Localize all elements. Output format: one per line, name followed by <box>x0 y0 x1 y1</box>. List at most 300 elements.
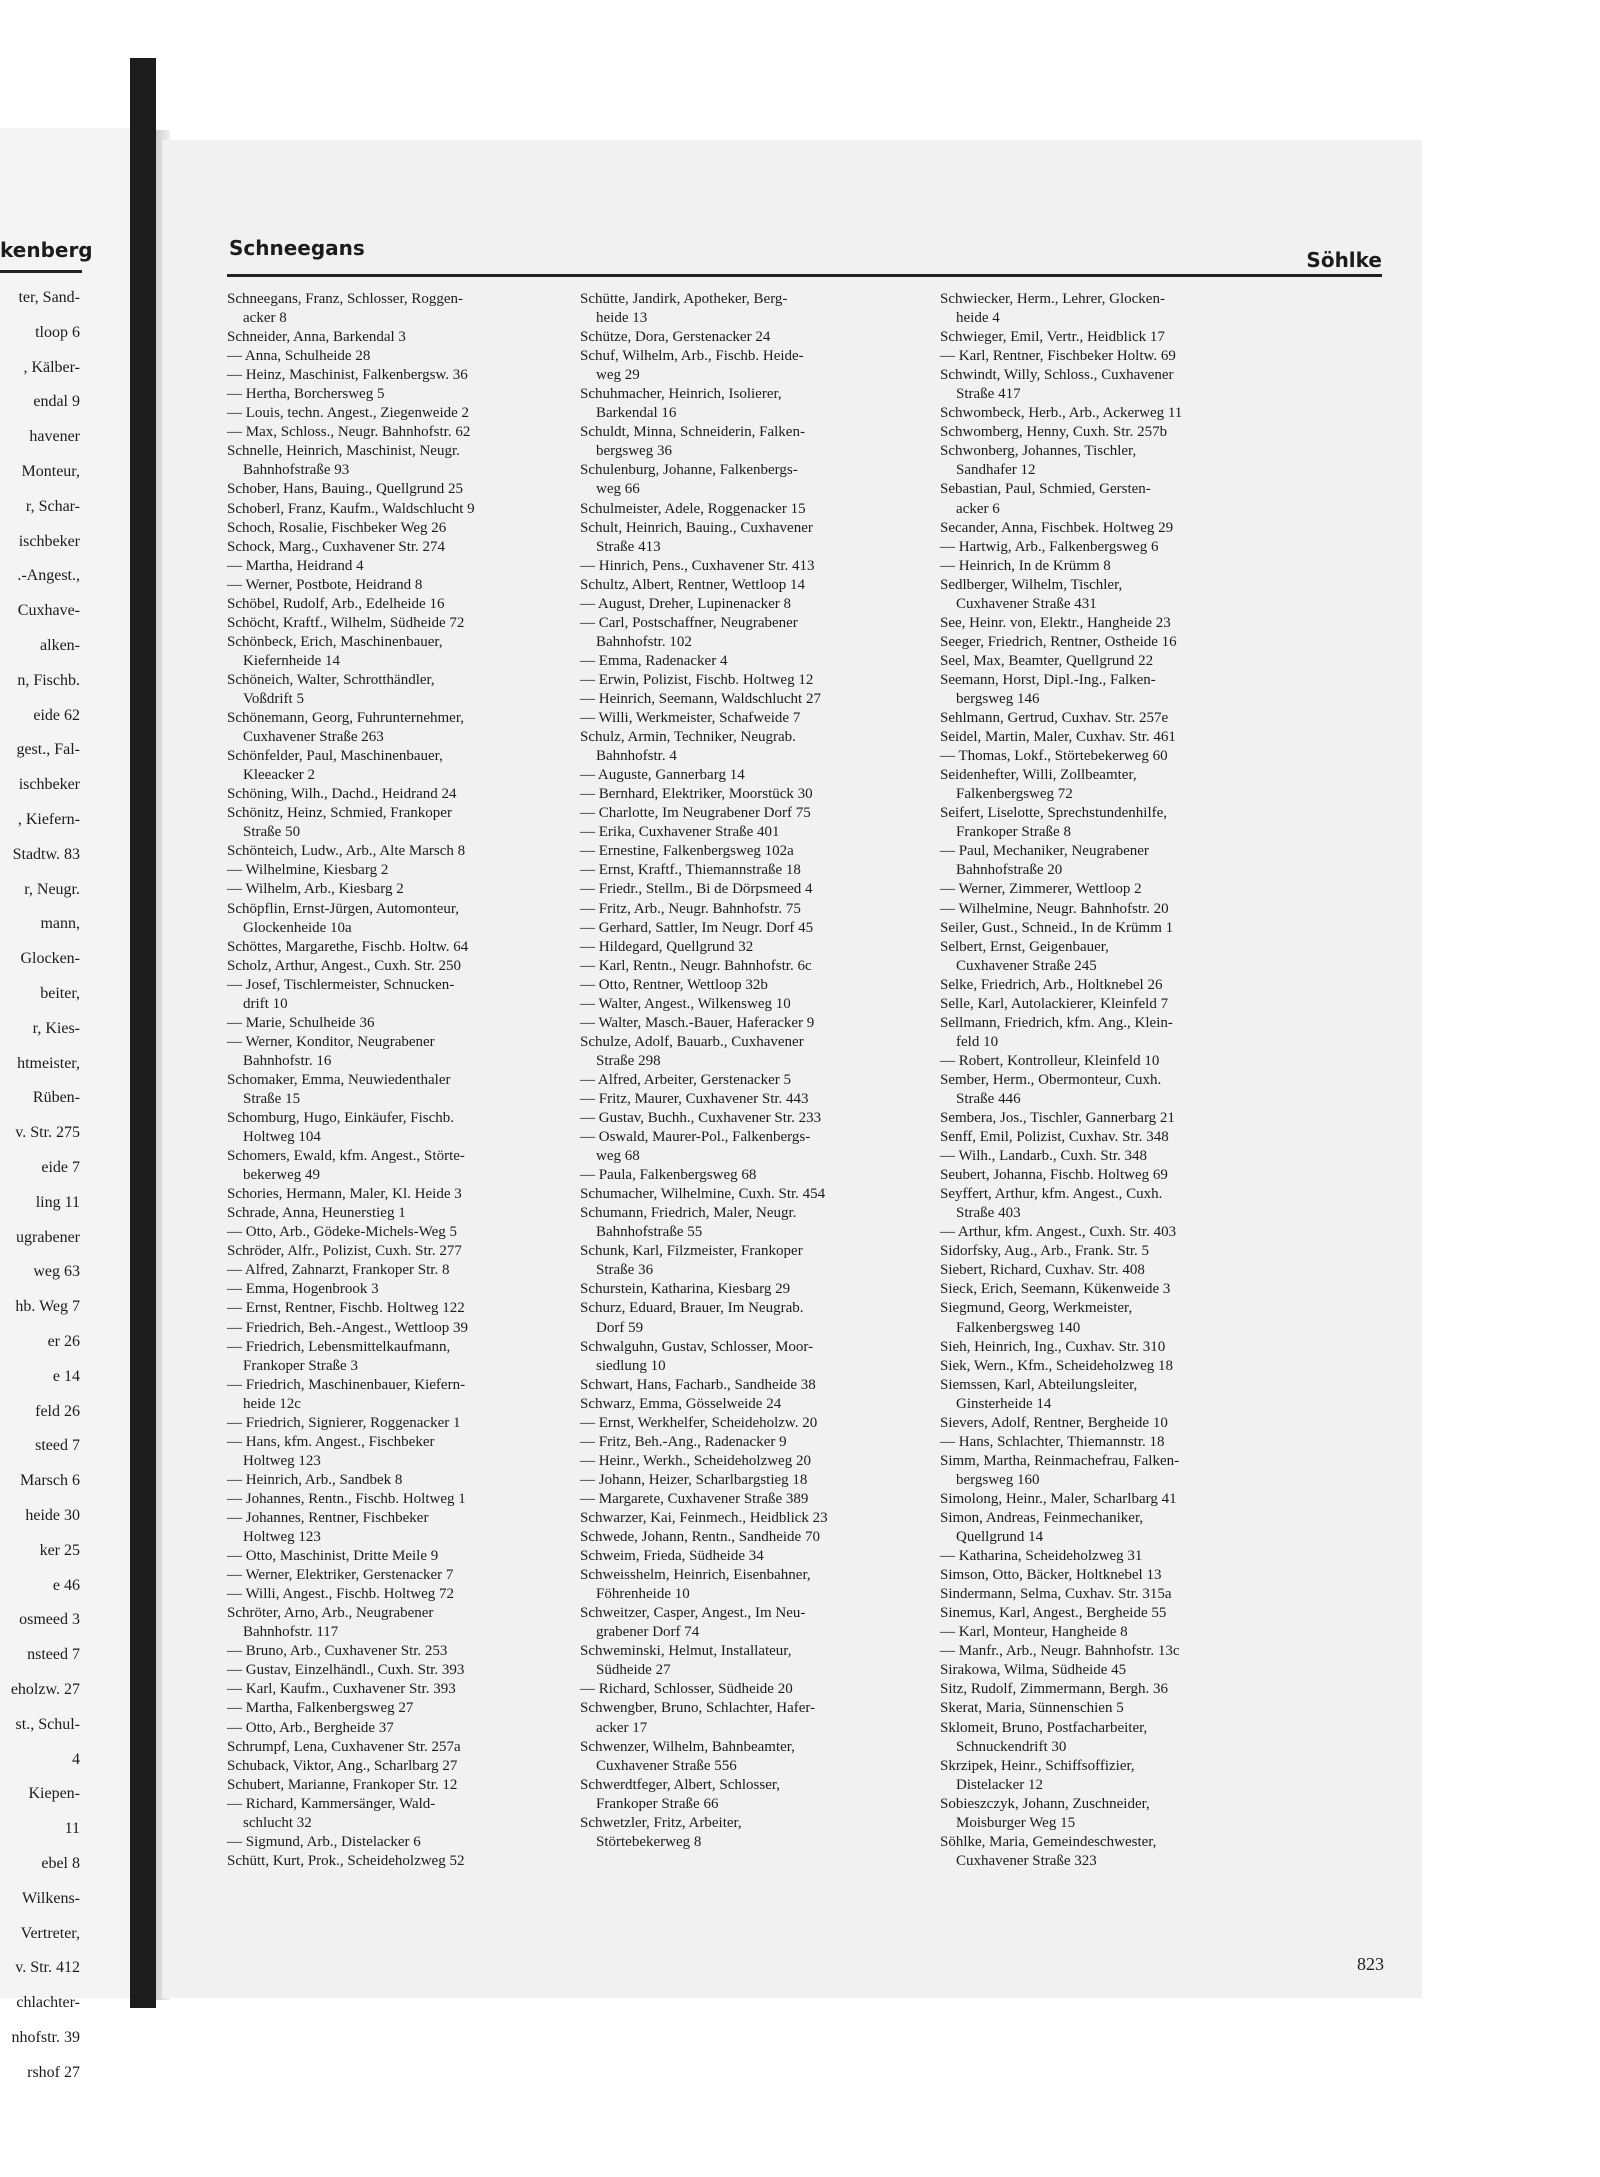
directory-line: — Marie, Schulheide 36 <box>227 1014 375 1031</box>
directory-line: Schulmeister, Adele, Roggenacker 15 <box>580 500 806 517</box>
directory-line: Sirakowa, Wilma, Südheide 45 <box>940 1662 1127 1679</box>
directory-line: Schurz, Eduard, Brauer, Im Neugrab. <box>580 1300 804 1317</box>
directory-line: Cuxhavener Straße 323 <box>956 1852 1097 1869</box>
directory-line: Moisburger Weg 15 <box>956 1814 1076 1831</box>
directory-line: Schuf, Wilhelm, Arb., Fischb. Heide- <box>580 348 804 365</box>
directory-line: Simolong, Heinr., Maler, Scharlbarg 41 <box>940 1490 1177 1507</box>
directory-line: — Hans, Schlachter, Thiemannstr. 18 <box>940 1433 1165 1450</box>
directory-line: Holtweg 123 <box>243 1452 321 1469</box>
directory-line: — Friedr., Stellm., Bi de Dörpsmeed 4 <box>580 881 813 898</box>
directory-line: Bahnhofstraße 55 <box>596 1224 703 1241</box>
directory-line: Schweisshelm, Heinrich, Eisenbahner, <box>580 1567 811 1584</box>
header-rule <box>227 274 1382 277</box>
directory-line: Schwieger, Emil, Vertr., Heidblick 17 <box>940 329 1165 346</box>
directory-line: Sievers, Adolf, Rentner, Bergheide 10 <box>940 1414 1168 1431</box>
directory-line: Sellmann, Friedrich, kfm. Ang., Klein- <box>940 1014 1173 1031</box>
directory-line: Schoberl, Franz, Kaufm., Waldschlucht 9 <box>227 500 475 517</box>
directory-line: Schwiecker, Herm., Lehrer, Glocken- <box>940 291 1165 307</box>
left-page-line: r, Kies- <box>32 1019 80 1037</box>
left-page-line: .-Angest., <box>17 567 80 585</box>
directory-line: Schöcht, Kraftf., Wilhelm, Südheide 72 <box>227 614 465 631</box>
directory-line: — Gustav, Buchh., Cuxhavener Str. 233 <box>580 1110 822 1127</box>
left-page-line: ker 25 <box>39 1541 80 1559</box>
directory-line: — Willi, Angest., Fischb. Holtweg 72 <box>227 1586 455 1603</box>
left-page-line: eide 7 <box>41 1159 80 1176</box>
directory-line: — Hans, kfm. Angest., Fischbeker <box>227 1433 435 1450</box>
directory-line: Schönemann, Georg, Fuhrunternehmer, <box>227 710 464 727</box>
directory-line: siedlung 10 <box>596 1357 666 1374</box>
left-page-line: 4 <box>72 1750 80 1768</box>
directory-line: Schunk, Karl, Filzmeister, Frankoper <box>580 1243 803 1260</box>
left-page-line: endal 9 <box>33 393 80 411</box>
left-page-line: e 46 <box>52 1576 80 1594</box>
directory-line: — Katharina, Scheideholzweg 31 <box>940 1548 1143 1565</box>
directory-line: — Willi, Werkmeister, Schafweide 7 <box>580 710 801 727</box>
directory-line: Schuldt, Minna, Schneiderin, Falken- <box>580 424 805 441</box>
directory-line: Schwengber, Bruno, Schlachter, Hafer- <box>580 1700 816 1717</box>
left-page-line: ter, Sand- <box>18 289 80 306</box>
directory-line: weg 68 <box>596 1148 640 1165</box>
directory-line: Schönitz, Heinz, Schmied, Frankoper <box>227 805 452 822</box>
left-page-line: , Kälber- <box>23 358 80 376</box>
directory-line: — Martha, Heidrand 4 <box>227 557 364 574</box>
directory-line: Sindermann, Selma, Cuxhav. Str. 315a <box>940 1586 1172 1603</box>
directory-line: Straße 446 <box>956 1090 1021 1107</box>
directory-line: Schwalguhn, Gustav, Schlosser, Moor- <box>580 1338 814 1355</box>
directory-line: — Bruno, Arb., Cuxhavener Str. 253 <box>227 1643 448 1660</box>
directory-line: Sitz, Rudolf, Zimmermann, Bergh. 36 <box>940 1681 1169 1698</box>
directory-line: Straße 15 <box>243 1090 301 1107</box>
directory-line: Schumann, Friedrich, Maler, Neugr. <box>580 1205 797 1222</box>
directory-line: — Auguste, Gannerbarg 14 <box>580 767 745 784</box>
directory-line: Seiler, Gust., Schneid., In de Krümm 1 <box>940 919 1174 936</box>
left-page-line: heide 30 <box>25 1507 80 1524</box>
directory-line: See, Heinr. von, Elektr., Hangheide 23 <box>940 614 1171 631</box>
left-page-line: n, Fischb. <box>17 671 80 689</box>
directory-line: heide 4 <box>956 310 1000 327</box>
directory-line: bergsweg 160 <box>956 1471 1040 1488</box>
directory-line: Siebert, Richard, Cuxhav. Str. 408 <box>940 1262 1145 1279</box>
directory-line: Schober, Hans, Bauing., Quellgrund 25 <box>227 481 464 498</box>
directory-line: Straße 36 <box>596 1262 654 1279</box>
directory-line: Siegmund, Georg, Werkmeister, <box>940 1300 1133 1317</box>
directory-line: — Fritz, Arb., Neugr. Bahnhofstr. 75 <box>580 900 801 917</box>
directory-line: Bahnhofstraße 20 <box>956 862 1063 879</box>
directory-line: Schomers, Ewald, kfm. Angest., Störte- <box>227 1148 465 1165</box>
directory-line: Frankoper Straße 8 <box>956 824 1071 841</box>
directory-line: Ginsterheide 14 <box>956 1395 1052 1412</box>
directory-line: Schories, Hermann, Maler, Kl. Heide 3 <box>227 1186 462 1203</box>
directory-line: — Bernhard, Elektriker, Moorstück 30 <box>580 786 813 803</box>
directory-line: — Heinrich, Arb., Sandbek 8 <box>227 1471 403 1488</box>
directory-line: Schurstein, Katharina, Kiesbarg 29 <box>580 1281 791 1298</box>
directory-line: Schuback, Viktor, Ang., Scharlbarg 27 <box>227 1757 458 1774</box>
left-page-line: nhofstr. 39 <box>11 2029 80 2046</box>
directory-line: — Paula, Falkenbergsweg 68 <box>580 1167 757 1184</box>
directory-line: — Erika, Cuxhavener Straße 401 <box>580 824 780 841</box>
directory-line: — Wilhelmine, Neugr. Bahnhofstr. 20 <box>940 900 1169 917</box>
directory-line: Schumacher, Wilhelmine, Cuxh. Str. 454 <box>580 1186 826 1203</box>
directory-line: Selle, Karl, Autolackierer, Kleinfeld 7 <box>940 995 1169 1012</box>
directory-line: Schnuckendrift 30 <box>956 1738 1067 1755</box>
directory-line: — Martha, Falkenbergsweg 27 <box>227 1700 414 1717</box>
directory-line: Skerat, Maria, Sünnenschien 5 <box>940 1700 1124 1717</box>
directory-line: Schöpflin, Ernst-Jürgen, Automonteur, <box>227 900 460 917</box>
directory-line: Schulenburg, Johanne, Falkenbergs- <box>580 462 798 479</box>
directory-line: — Manfr., Arb., Neugr. Bahnhofstr. 13c <box>940 1643 1180 1660</box>
directory-line: Holtweg 104 <box>243 1129 321 1146</box>
directory-line: — Otto, Maschinist, Dritte Meile 9 <box>227 1548 439 1565</box>
left-page-line: Rüben- <box>32 1089 80 1107</box>
directory-line: Schütte, Jandirk, Apotheker, Berg- <box>580 291 788 307</box>
directory-line: — Ernst, Rentner, Fischb. Holtweg 122 <box>227 1300 465 1317</box>
directory-line: Schwetzler, Fritz, Arbeiter, <box>580 1814 742 1831</box>
header-last-entry: Söhlke <box>1306 248 1382 272</box>
directory-line: Schwonberg, Johannes, Tischler, <box>940 443 1137 460</box>
directory-line: Sandhafer 12 <box>956 462 1036 479</box>
directory-line: Schwarz, Emma, Gösselweide 24 <box>580 1395 782 1412</box>
directory-line: — Gustav, Einzelhändl., Cuxh. Str. 393 <box>227 1662 465 1679</box>
directory-line: Schultz, Albert, Rentner, Wettloop 14 <box>580 576 805 593</box>
directory-line: Schulze, Adolf, Bauarb., Cuxhavener <box>580 1033 804 1050</box>
directory-line: Straße 298 <box>596 1052 661 1069</box>
directory-line: — Karl, Kaufm., Cuxhavener Str. 393 <box>227 1681 456 1698</box>
left-page-line: htmeister, <box>17 1054 80 1072</box>
directory-line: — Otto, Rentner, Wettloop 32b <box>580 976 768 993</box>
directory-line: Sidorfsky, Aug., Arb., Frank. Str. 5 <box>940 1243 1150 1260</box>
directory-line: Seidel, Martin, Maler, Cuxhav. Str. 461 <box>940 729 1176 746</box>
column-3 <box>940 290 1290 1871</box>
left-page-line: ischbeker <box>18 776 80 794</box>
directory-line: — Fritz, Beh.-Ang., Radenacker 9 <box>580 1433 787 1450</box>
directory-line: Schneegans, Franz, Schlosser, Roggen- <box>227 291 464 307</box>
left-page-line: weg 63 <box>33 1263 80 1281</box>
directory-line: bergsweg 146 <box>956 690 1040 707</box>
column-2 <box>580 290 930 1852</box>
directory-line: — Fritz, Maurer, Cuxhavener Str. 443 <box>580 1090 809 1107</box>
left-page-line: e 14 <box>52 1367 80 1385</box>
directory-line: Schwenzer, Wilhelm, Bahnbeamter, <box>580 1738 795 1755</box>
directory-line: — Carl, Postschaffner, Neugrabener <box>580 614 798 631</box>
directory-line: — Margarete, Cuxhavener Straße 389 <box>580 1490 809 1507</box>
directory-line: Schock, Marg., Cuxhavener Str. 274 <box>227 538 446 555</box>
directory-line: — Paul, Mechaniker, Neugrabener <box>940 843 1149 860</box>
directory-line: — Heinrich, Seemann, Waldschlucht 27 <box>580 690 821 707</box>
directory-line: Simson, Otto, Bäcker, Holtknebel 13 <box>940 1567 1162 1584</box>
directory-line: Sinemus, Karl, Angest., Bergheide 55 <box>940 1605 1167 1622</box>
directory-line: Seifert, Liselotte, Sprechstundenhilfe, <box>940 805 1168 822</box>
directory-line: — Friedrich, Lebensmittelkaufmann, <box>227 1338 451 1355</box>
directory-line: — Oswald, Maurer-Pol., Falkenbergs- <box>580 1129 811 1146</box>
directory-line: — Johannes, Rentn., Fischb. Holtweg 1 <box>227 1490 466 1507</box>
directory-line: Schomaker, Emma, Neuwiedenthaler <box>227 1071 451 1088</box>
directory-line: Schwede, Johann, Rentn., Sandheide 70 <box>580 1529 820 1546</box>
directory-line: — Werner, Elektriker, Gerstenacker 7 <box>227 1567 454 1584</box>
directory-line: — Heinrich, In de Krümm 8 <box>940 557 1111 574</box>
directory-line: Cuxhavener Straße 245 <box>956 957 1097 974</box>
directory-line: bergsweg 36 <box>596 443 672 460</box>
directory-line: Sieh, Heinrich, Ing., Cuxhav. Str. 310 <box>940 1338 1166 1355</box>
directory-line: — Wilhelm, Arb., Kiesbarg 2 <box>227 881 404 898</box>
directory-line: — Erwin, Polizist, Fischb. Holtweg 12 <box>580 671 814 688</box>
directory-line: Schröder, Alfr., Polizist, Cuxh. Str. 277 <box>227 1243 462 1260</box>
directory-line: Bahnhofstr. 117 <box>243 1624 339 1641</box>
directory-line: Kiefernheide 14 <box>243 652 341 669</box>
left-page-line: Kiepen- <box>28 1785 80 1803</box>
directory-line: Seeger, Friedrich, Rentner, Ostheide 16 <box>940 633 1177 650</box>
directory-line: — Otto, Arb., Bergheide 37 <box>227 1719 394 1736</box>
directory-line: Schubert, Marianne, Frankoper Str. 12 <box>227 1776 458 1793</box>
left-page-fragment <box>0 128 132 2081</box>
directory-line: — Ernst, Kraftf., Thiemannstraße 18 <box>580 862 801 879</box>
directory-line: Selke, Friedrich, Arb., Holtknebel 26 <box>940 976 1163 993</box>
directory-line: — Werner, Konditor, Neugrabener <box>227 1033 435 1050</box>
directory-line: — Max, Schloss., Neugr. Bahnhofstr. 62 <box>227 424 471 441</box>
directory-line: Distelacker 12 <box>956 1776 1044 1793</box>
directory-line: Schwart, Hans, Facharb., Sandheide 38 <box>580 1376 816 1393</box>
directory-line: — Walter, Masch.-Bauer, Haferacker 9 <box>580 1014 815 1031</box>
left-page-line: v. Str. 275 <box>15 1124 80 1142</box>
directory-line: — Alfred, Zahnarzt, Frankoper Str. 8 <box>227 1262 450 1279</box>
directory-line: Sember, Herm., Obermonteur, Cuxh. <box>940 1071 1162 1088</box>
directory-line: Schönbeck, Erich, Maschinenbauer, <box>227 633 443 650</box>
header-first-entry: Schneegans <box>229 236 365 260</box>
left-page-line: ischbeker <box>18 532 80 550</box>
directory-page <box>162 140 1422 1998</box>
directory-line: Falkenbergsweg 140 <box>956 1319 1081 1336</box>
directory-line: — Ernst, Werkhelfer, Scheideholzw. 20 <box>580 1414 818 1431</box>
directory-line: Schulz, Armin, Techniker, Neugrab. <box>580 729 796 746</box>
directory-line: Secander, Anna, Fischbek. Holtweg 29 <box>940 519 1174 536</box>
left-page-line: nsteed 7 <box>27 1646 80 1664</box>
directory-line: schlucht 32 <box>243 1814 312 1831</box>
directory-line: Südheide 27 <box>596 1662 671 1679</box>
directory-line: — Alfred, Arbeiter, Gerstenacker 5 <box>580 1071 791 1088</box>
directory-line: Sembera, Jos., Tischler, Gannerbarg 21 <box>940 1110 1175 1127</box>
directory-line: Föhrenheide 10 <box>596 1586 690 1603</box>
book-binding <box>130 58 156 2008</box>
directory-line: Dorf 59 <box>596 1319 644 1336</box>
left-page-line: r, Neugr. <box>24 880 80 898</box>
directory-line: — Heinz, Maschinist, Falkenbergsw. 36 <box>227 367 468 384</box>
directory-line: feld 10 <box>956 1033 999 1050</box>
left-page-line: chlachter- <box>16 1994 80 2012</box>
left-page-line: r, Schar- <box>25 497 80 515</box>
directory-line: Siek, Wern., Kfm., Scheideholzweg 18 <box>940 1357 1174 1374</box>
directory-line: Senff, Emil, Polizist, Cuxhav. Str. 348 <box>940 1129 1169 1146</box>
directory-line: Schult, Heinrich, Bauing., Cuxhavener <box>580 519 813 536</box>
directory-line: — Walter, Angest., Wilkensweg 10 <box>580 995 791 1012</box>
directory-line: Schütze, Dora, Gerstenacker 24 <box>580 329 771 346</box>
directory-line: Glockenheide 10a <box>243 919 352 936</box>
directory-line: — Johann, Heizer, Scharlbargstieg 18 <box>580 1471 808 1488</box>
directory-line: Skrzipek, Heinr., Schiffsoffizier, <box>940 1757 1135 1774</box>
directory-line: Cuxhavener Straße 556 <box>596 1757 737 1774</box>
directory-line: Schönfelder, Paul, Maschinenbauer, <box>227 748 443 765</box>
directory-line: heide 13 <box>596 310 648 327</box>
directory-line: Schuhmacher, Heinrich, Isolierer, <box>580 386 782 403</box>
left-page-line: ebel 8 <box>41 1855 80 1872</box>
directory-line: Bahnhofstraße 93 <box>243 462 350 479</box>
directory-line: — Charlotte, Im Neugrabener Dorf 75 <box>580 805 811 822</box>
directory-line: Seemann, Horst, Dipl.-Ing., Falken- <box>940 671 1156 688</box>
directory-line: — Josef, Tischlermeister, Schnucken- <box>227 976 455 993</box>
directory-line: — Werner, Zimmerer, Wettloop 2 <box>940 881 1142 898</box>
directory-line: — Hinrich, Pens., Cuxhavener Str. 413 <box>580 557 815 574</box>
directory-line: Schrumpf, Lena, Cuxhavener Str. 257a <box>227 1738 461 1755</box>
directory-line: Schönteich, Ludw., Arb., Alte Marsch 8 <box>227 843 466 860</box>
directory-line: — Richard, Kammersänger, Wald- <box>227 1795 436 1812</box>
left-page-line: osmeed 3 <box>19 1611 80 1629</box>
directory-line: weg 29 <box>596 367 640 384</box>
directory-line: Sehlmann, Gertrud, Cuxhav. Str. 257e <box>940 710 1169 727</box>
column-1 <box>227 290 577 1871</box>
directory-line: Schweitzer, Casper, Angest., Im Neu- <box>580 1605 806 1622</box>
directory-line: Quellgrund 14 <box>956 1529 1044 1546</box>
directory-line: Schomburg, Hugo, Einkäufer, Fischb. <box>227 1110 455 1127</box>
left-page-line: eide 62 <box>33 706 80 724</box>
directory-line: — Ernestine, Falkenbergsweg 102a <box>580 843 794 860</box>
directory-line: Schröter, Arno, Arb., Neugrabener <box>227 1605 434 1622</box>
directory-line: Falkenbergsweg 72 <box>956 786 1073 803</box>
directory-line: Straße 403 <box>956 1205 1021 1222</box>
directory-line: Seyffert, Arthur, kfm. Angest., Cuxh. <box>940 1186 1163 1203</box>
directory-line: — Sigmund, Arb., Distelacker 6 <box>227 1833 421 1850</box>
directory-line: Schoch, Rosalie, Fischbeker Weg 26 <box>227 519 447 536</box>
left-page-line: feld 26 <box>35 1402 80 1420</box>
directory-line: acker 8 <box>243 310 287 327</box>
left-page-header: kenberg <box>0 238 93 262</box>
directory-line: Seel, Max, Beamter, Quellgrund 22 <box>940 652 1154 669</box>
left-page-line: Glocken- <box>20 950 80 968</box>
left-page-line: rshof 27 <box>27 2063 80 2081</box>
directory-line: Schwomberg, Henny, Cuxh. Str. 257b <box>940 424 1168 441</box>
directory-line: Schwombeck, Herb., Arb., Ackerweg 11 <box>940 405 1183 422</box>
directory-line: Sebastian, Paul, Schmied, Gersten- <box>940 481 1151 498</box>
directory-line: — Gerhard, Sattler, Im Neugr. Dorf 45 <box>580 919 814 936</box>
directory-line: Cuxhavener Straße 431 <box>956 595 1097 612</box>
directory-line: Schöneich, Walter, Schrotthändler, <box>227 671 435 688</box>
directory-line: drift 10 <box>243 995 288 1012</box>
directory-line: — Robert, Kontrolleur, Kleinfeld 10 <box>940 1052 1160 1069</box>
directory-line: grabener Dorf 74 <box>596 1624 700 1641</box>
left-page-line: steed 7 <box>35 1437 80 1455</box>
directory-line: Schwindt, Willy, Schloss., Cuxhavener <box>940 367 1174 384</box>
left-page-line: v. Str. 412 <box>15 1959 80 1977</box>
directory-line: Holtweg 123 <box>243 1529 321 1546</box>
directory-line: — Werner, Postbote, Heidrand 8 <box>227 576 423 593</box>
directory-line: — Wilhelmine, Kiesbarg 2 <box>227 862 389 879</box>
directory-line: Selbert, Ernst, Geigenbauer, <box>940 938 1109 955</box>
directory-line: — August, Dreher, Lupinenacker 8 <box>580 595 792 612</box>
directory-line: — Friedrich, Maschinenbauer, Kiefern- <box>227 1376 466 1393</box>
directory-line: heide 12c <box>243 1395 301 1412</box>
directory-line: — Richard, Schlosser, Südheide 20 <box>580 1681 793 1698</box>
left-page-line: beiter, <box>40 985 80 1002</box>
left-page-line: , Kiefern- <box>17 811 80 828</box>
left-page-line: eholzw. 27 <box>10 1681 80 1698</box>
directory-line: — Hildegard, Quellgrund 32 <box>580 938 754 955</box>
directory-line: Barkendal 16 <box>596 405 677 422</box>
directory-line: — Louis, techn. Angest., Ziegenweide 2 <box>227 405 470 422</box>
directory-line: weg 66 <box>596 481 640 498</box>
directory-line: Simm, Martha, Reinmachefrau, Falken- <box>940 1452 1180 1469</box>
left-page-line: tloop 6 <box>35 323 80 341</box>
left-page-line: alken- <box>40 637 80 654</box>
left-page-line: Marsch 6 <box>20 1472 80 1490</box>
directory-line: Simon, Andreas, Feinmechaniker, <box>940 1510 1144 1526</box>
directory-line: acker 17 <box>596 1719 648 1736</box>
directory-line: Schwerdtfeger, Albert, Schlosser, <box>580 1776 780 1793</box>
directory-line: Schneider, Anna, Barkendal 3 <box>227 329 406 346</box>
directory-line: Straße 413 <box>596 538 661 555</box>
directory-line: — Heinr., Werkh., Scheideholzweg 20 <box>580 1452 811 1469</box>
directory-line: — Emma, Radenacker 4 <box>580 652 728 669</box>
directory-line: — Karl, Rentner, Fischbeker Holtw. 69 <box>940 348 1176 365</box>
directory-line: Schöbel, Rudolf, Arb., Edelheide 16 <box>227 595 445 612</box>
left-page-line: hb. Weg 7 <box>15 1298 80 1316</box>
left-page-rule <box>0 270 82 273</box>
directory-line: Seubert, Johanna, Fischb. Holtweg 69 <box>940 1167 1168 1184</box>
directory-line: Schütt, Kurt, Prok., Scheideholzweg 52 <box>227 1852 465 1869</box>
directory-line: Schnelle, Heinrich, Maschinist, Neugr. <box>227 443 460 460</box>
left-page-line: 11 <box>64 1820 80 1838</box>
directory-line: Seidenhefter, Willi, Zollbeamter, <box>940 767 1137 784</box>
left-page-line: ling 11 <box>35 1193 80 1211</box>
left-page-line: Monteur, <box>21 463 80 480</box>
directory-line: Straße 417 <box>956 386 1021 403</box>
directory-line: — Friedrich, Beh.-Angest., Wettloop 39 <box>227 1319 468 1336</box>
directory-line: Schrade, Anna, Heunerstieg 1 <box>227 1205 406 1222</box>
directory-line: Sklomeit, Bruno, Postfacharbeiter, <box>940 1719 1148 1736</box>
directory-line: — Anna, Schulheide 28 <box>227 348 371 365</box>
left-page-line: havener <box>29 428 80 446</box>
directory-line: bekerweg 49 <box>243 1167 321 1184</box>
directory-line: Bahnhofstr. 16 <box>243 1052 332 1069</box>
directory-line: — Karl, Rentn., Neugr. Bahnhofstr. 6c <box>580 957 812 974</box>
directory-line: Voßdrift 5 <box>243 690 304 707</box>
directory-line: Siemssen, Karl, Abteilungsleiter, <box>940 1376 1138 1393</box>
directory-line: Sobieszczyk, Johann, Zuschneider, <box>940 1795 1150 1812</box>
directory-line: Schöning, Wilh., Dachd., Heidrand 24 <box>227 786 457 803</box>
left-page-line: Cuxhave- <box>17 602 80 620</box>
directory-line: Scholz, Arthur, Angest., Cuxh. Str. 250 <box>227 957 461 974</box>
left-page-line: ugrabener <box>16 1228 80 1246</box>
left-page-line: mann, <box>40 915 80 933</box>
left-page-line: st., Schul- <box>15 1715 80 1733</box>
directory-line: — Hertha, Borchersweg 5 <box>227 386 385 403</box>
directory-line: Frankoper Straße 66 <box>596 1795 719 1812</box>
directory-line: Schweminski, Helmut, Installateur, <box>580 1643 792 1660</box>
page-number: 823 <box>1357 1954 1384 1974</box>
directory-line: Sieck, Erich, Seemann, Kükenweide 3 <box>940 1281 1171 1298</box>
directory-line: — Emma, Hogenbrook 3 <box>227 1281 379 1298</box>
directory-line: Söhlke, Maria, Gemeindeschwester, <box>940 1833 1157 1850</box>
directory-line: Bahnhofstr. 4 <box>596 748 677 765</box>
directory-line: — Hartwig, Arb., Falkenbergsweg 6 <box>940 538 1159 555</box>
directory-line: — Otto, Arb., Gödeke-Michels-Weg 5 <box>227 1224 457 1241</box>
directory-line: Störtebekerweg 8 <box>596 1833 702 1850</box>
left-page-line: Stadtw. 83 <box>12 845 80 863</box>
directory-line: Schöttes, Margarethe, Fischb. Holtw. 64 <box>227 938 469 955</box>
directory-line: — Johannes, Rentner, Fischbeker <box>227 1510 429 1526</box>
directory-line: — Arthur, kfm. Angest., Cuxh. Str. 403 <box>940 1224 1177 1241</box>
directory-line: — Thomas, Lokf., Störtebekerweg 60 <box>940 748 1168 765</box>
directory-line: Schwarzer, Kai, Feinmech., Heidblick 23 <box>580 1510 828 1526</box>
directory-line: Straße 50 <box>243 824 301 841</box>
left-page-line: Wilkens- <box>21 1889 80 1907</box>
left-page-line: er 26 <box>47 1333 80 1350</box>
